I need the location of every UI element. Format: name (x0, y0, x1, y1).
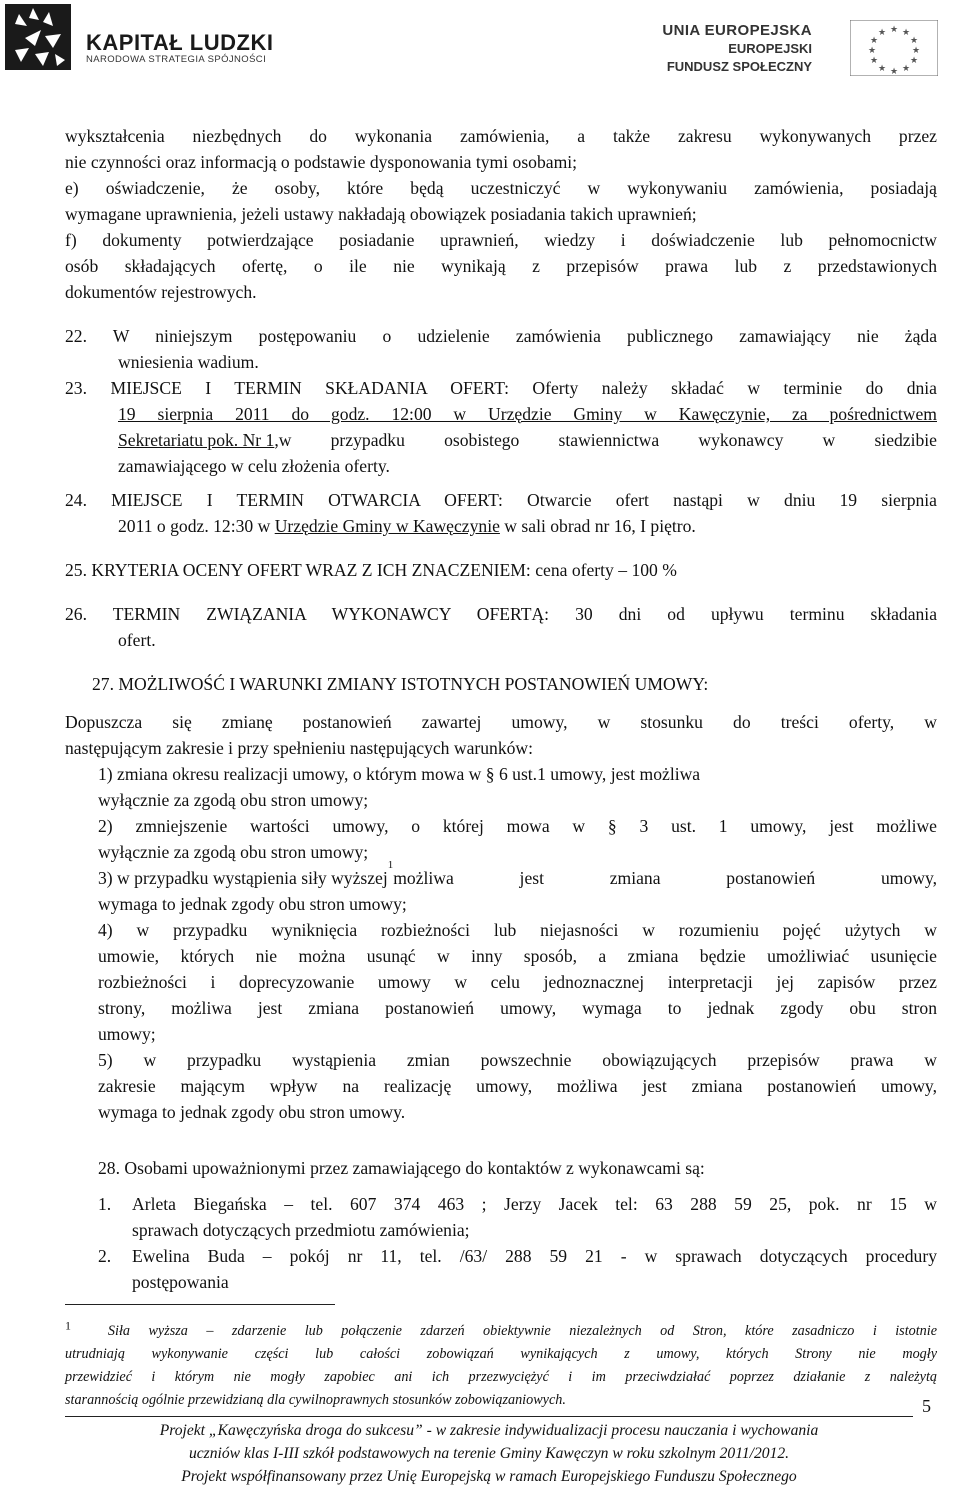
section-27-item: wymaga to jednak zgody obu stron umowy. (98, 1102, 406, 1122)
kapital-ludzki-logo-icon (5, 4, 71, 70)
intro-line: osób składających ofertę, o ile nie wynikają z przepisów prawa lub z przedstawionych (65, 256, 937, 276)
svg-text:★: ★ (909, 36, 919, 46)
section-27-item: 5) w przypadku wystąpienia zmian powszechnie obowiązujących przepisów prawa w (98, 1050, 937, 1070)
contact-number: 2. (98, 1246, 112, 1266)
svg-text:★: ★ (889, 25, 899, 35)
section-28-heading: 28. Osobami upoważnionymi przez zamawiającego do kontaktów z wykonawcami są: (98, 1158, 705, 1178)
section-27-item: zakresie mającym wpływ na realizację umowy, możliwa jest zmiana postanowień umowy, (98, 1076, 937, 1096)
section-22-line: wniesienia wadium. (118, 352, 259, 372)
svg-text:★: ★ (869, 56, 879, 66)
svg-text:★: ★ (901, 64, 911, 74)
section-27-item: umowie, których nie można usunąć w inny sposób, a zmiana będzie umożliwiać usunięcie (98, 946, 937, 966)
section-23-line (118, 427, 937, 453)
section-27-item: wyłącznie za zgodą obu stron umowy; (98, 842, 369, 862)
contact-line: Arleta Biegańska – tel. 607 374 463 ; Jerzy Jacek tel: 63 288 59 25, pok. nr 15 w (132, 1194, 937, 1214)
section-24-line: 24. MIEJSCE I TERMIN OTWARCIA OFERT: Otwarcie ofert nastąpi w dniu 19 sierpnia (65, 490, 937, 510)
section-26-line: ofert. (118, 630, 156, 650)
section-23-line: 19 sierpnia 2011 do godz. 12:00 w Urzędzie Gminy w Kawęczynie, za pośrednictwem (118, 404, 937, 424)
section-24-underlined: Urzędzie Gminy w Kawęczynie (274, 516, 500, 536)
kapital-ludzki-title: KAPITAŁ LUDZKI (86, 30, 274, 55)
svg-text:★: ★ (877, 28, 887, 38)
footer-separator (65, 1416, 913, 1417)
svg-text:★: ★ (901, 28, 911, 38)
section-27-item: 1) zmiana okresu realizacji umowy, o którym mowa w § 6 ust.1 umowy, jest możliwa (98, 764, 701, 784)
footer-line: Projekt współfinansowany przez Unię Europejską w ramach Europejskiego Funduszu Społecznego (181, 1468, 797, 1485)
contact-line: postępowania (132, 1272, 229, 1292)
section-27-text: 3) w przypadku wystąpienia siły wyższej (98, 868, 388, 888)
svg-text:★: ★ (911, 46, 921, 56)
footnote-line: starannością ogólnie przewidzianą dla cywilnoprawnych stosunków zobowiązaniowych. (65, 1392, 566, 1408)
footer-line: Projekt „Kawęczyńska droga do sukcesu” - w zakresie indywidualizacji procesu nauczania i wychowania (159, 1422, 819, 1439)
intro-line: wymagane uprawnienia, jeżeli ustawy nakładają obowiązek posiadania takich uprawnień; (65, 204, 697, 224)
section-27-item: wyłącznie za zgodą obu stron umowy; (98, 790, 369, 810)
svg-text:★: ★ (869, 36, 879, 46)
footnote-marker: 1 (65, 1318, 71, 1333)
footnote-separator (65, 1304, 335, 1305)
section-23-line: zamawiającego w celu złożenia oferty. (118, 456, 390, 476)
footer-line: uczniów klas I-III szkół podstawowych na terenie Gminy Kawęczyn w roku szkolnym 2011/2012. (188, 1445, 790, 1462)
section-24-text: w sali obrad nr 16, I piętro. (499, 516, 696, 536)
section-27-line: Dopuszcza się zmianę postanowień zawartej umowy, w stosunku do treści oferty, w (65, 712, 937, 732)
section-27-item: rozbieżności i doprecyzowanie umowy w celu jednoznacznej interpretacji jej zapisów przez (98, 972, 937, 992)
svg-text:★: ★ (867, 46, 877, 56)
kapital-ludzki-subtitle: NARODOWA STRATEGIA SPÓJNOŚCI (86, 54, 267, 65)
footnote-line (65, 1320, 937, 1342)
section-23-line: 23. MIEJSCE I TERMIN SKŁADANIA OFERT: Oferty należy składać w terminie do dnia (65, 378, 937, 398)
eu-title: UNIA EUROPEJSKA (662, 22, 812, 39)
section-27-text: możliwa jest zmiana postanowień umowy, (393, 868, 937, 888)
contact-line: Ewelina Buda – pokój nr 11, tel. /63/ 288 59 21 - w sprawach dotyczących procedury (132, 1246, 937, 1266)
intro-line: nie czynności oraz informacją o podstawie dysponowania tymi osobami; (65, 152, 578, 172)
section-27-heading: 27. MOŻLIWOŚĆ I WARUNKI ZMIANY ISTOTNYCH POSTANOWIEŃ UMOWY: (92, 674, 709, 694)
section-27-item: strony, możliwa jest zmiana postanowień umowy, wymaga to jednak zgody obu stron (98, 998, 937, 1018)
section-27-item: 4) w przypadku wyniknięcia rozbieżności lub niejasności w rozumieniu pojęć użytych w (98, 920, 937, 940)
svg-text:★: ★ (909, 56, 919, 66)
footnote-text: Siła wyższa – zdarzenie lub połączenie zdarzeń obiektywnie niezależnych od Stron, które zasadniczo i istotnie (107, 1323, 938, 1339)
section-23-underlined: Sekretariatu pok. Nr 1 (118, 430, 275, 450)
section-24-text: 2011 o godz. 12:30 w (118, 516, 275, 536)
contact-line: sprawach dotyczących przedmiotu zamówienia; (132, 1220, 470, 1240)
section-27-item: umowy; (98, 1024, 156, 1044)
section-27-item (98, 859, 937, 891)
footnote-line: przewidzieć i którym nie mogły zapobiec ani ich przezwyciężyć i im przeciwdziałać poprzez działanie z należytą (65, 1369, 937, 1385)
eu-line2: EUROPEJSKI (728, 41, 812, 56)
section-24-line (118, 513, 696, 539)
intro-line: dokumentów rejestrowych. (65, 282, 257, 302)
page-header (0, 0, 960, 86)
svg-text:★: ★ (889, 67, 899, 76)
footnote-ref: 1 (387, 859, 394, 871)
intro-line: f) dokumenty potwierdzające posiadanie uprawnień, wiedzy i doświadczenie lub pełnomocnictw (65, 230, 937, 250)
section-26-line: 26. TERMIN ZWIĄZANIA WYKONAWCY OFERTĄ: 30 dni od upływu terminu składania (65, 604, 937, 624)
section-25-line: 25. KRYTERIA OCENY OFERT WRAZ Z ICH ZNACZENIEM: cena oferty – 100 % (65, 560, 677, 580)
section-27-item: 2) zmniejszenie wartości umowy, o której mowa w § 3 ust. 1 umowy, jest możliwe (98, 816, 937, 836)
contact-number: 1. (98, 1194, 112, 1214)
eu-flag-icon (850, 20, 938, 76)
intro-line: wykształcenia niezbędnych do wykonania zamówienia, a także zakresu wykonywanych przez (65, 126, 937, 146)
section-27-line: następującym zakresie i przy spełnieniu następujących warunków: (65, 738, 534, 758)
intro-line: e) oświadczenie, że osoby, które będą uczestniczyć w wykonywaniu zamówienia, posiadają (65, 178, 937, 198)
eu-line3: FUNDUSZ SPOŁECZNY (666, 59, 812, 74)
eu-logo-text (662, 22, 812, 76)
footnote-line: utrudniają wykonywanie części lub całości zobowiązań wynikających z umowy, których Strony nie mogły (65, 1346, 937, 1362)
svg-text:★: ★ (877, 64, 887, 74)
section-23-text: ,w przypadku osobistego stawiennictwa wykonawcy w siedzibie (274, 430, 937, 450)
section-27-item: wymaga to jednak zgody obu stron umowy; (98, 894, 407, 914)
section-22-line: 22. W niniejszym postępowaniu o udzielenie zamówienia publicznego zamawiający nie żąda (65, 326, 937, 346)
page-number: 5 (922, 1396, 931, 1416)
